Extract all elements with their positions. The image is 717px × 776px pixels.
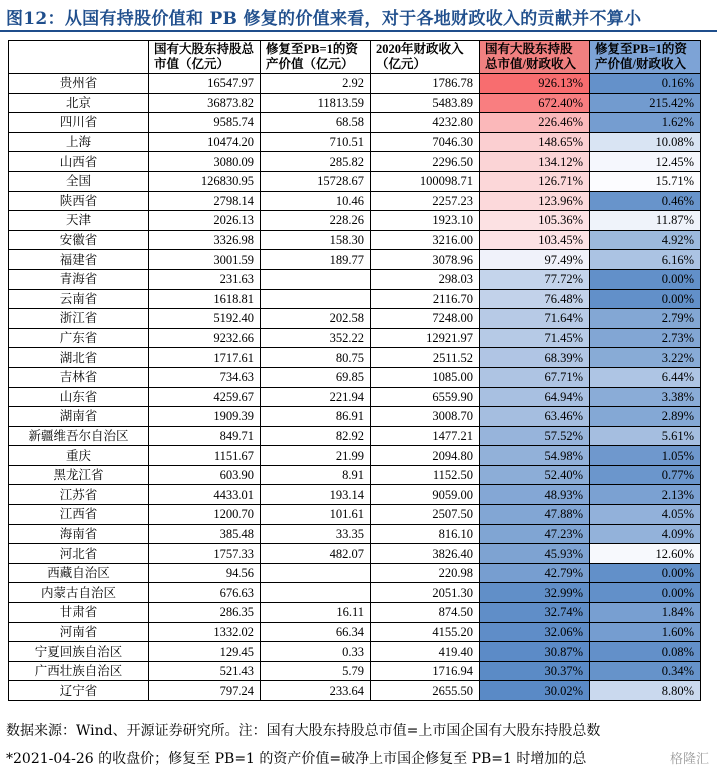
state-holding-value: 9585.74 <box>149 113 261 133</box>
fiscal-revenue: 874.50 <box>371 603 480 623</box>
pb-repair-value <box>261 289 371 309</box>
holding-to-revenue-ratio: 77.72% <box>480 269 590 289</box>
repair-to-revenue-ratio: 1.84% <box>590 603 701 623</box>
holding-to-revenue-ratio: 126.71% <box>480 171 590 191</box>
pb-repair-value: 10.46 <box>261 191 371 211</box>
pb-repair-value: 86.91 <box>261 407 371 427</box>
pb-repair-value: 8.91 <box>261 465 371 485</box>
state-holding-value: 1618.81 <box>149 289 261 309</box>
holding-to-revenue-ratio: 67.71% <box>480 367 590 387</box>
repair-to-revenue-ratio: 0.08% <box>590 642 701 662</box>
region-name: 浙江省 <box>9 309 149 329</box>
repair-to-revenue-ratio: 0.00% <box>590 269 701 289</box>
region-name: 四川省 <box>9 113 149 133</box>
state-holding-value: 4259.67 <box>149 387 261 407</box>
state-holding-value: 2798.14 <box>149 191 261 211</box>
state-holding-value: 3080.09 <box>149 152 261 172</box>
table-row <box>9 563 701 583</box>
holding-to-revenue-ratio: 57.52% <box>480 426 590 446</box>
holding-to-revenue-ratio: 97.49% <box>480 250 590 270</box>
region-name: 陕西省 <box>9 191 149 211</box>
table-row <box>9 603 701 623</box>
table-row <box>9 348 701 368</box>
fiscal-revenue: 3826.40 <box>371 544 480 564</box>
table-row <box>9 661 701 681</box>
state-holding-value: 1717.61 <box>149 348 261 368</box>
pb-repair-value: 5.79 <box>261 661 371 681</box>
holding-to-revenue-ratio: 226.46% <box>480 113 590 133</box>
repair-to-revenue-ratio: 0.34% <box>590 661 701 681</box>
data-table <box>8 40 701 701</box>
table-row <box>9 113 701 133</box>
state-holding-value: 1332.02 <box>149 622 261 642</box>
table-row <box>9 426 701 446</box>
pb-repair-value: 710.51 <box>261 132 371 152</box>
pb-repair-value: 233.64 <box>261 681 371 701</box>
pb-repair-value: 66.34 <box>261 622 371 642</box>
holding-to-revenue-ratio: 926.13% <box>480 74 590 94</box>
pb-repair-value: 158.30 <box>261 230 371 250</box>
table-row <box>9 465 701 485</box>
fiscal-revenue: 5483.89 <box>371 93 480 113</box>
repair-to-revenue-ratio: 12.60% <box>590 544 701 564</box>
repair-to-revenue-ratio: 2.73% <box>590 328 701 348</box>
region-name: 广西壮族自治区 <box>9 661 149 681</box>
holding-to-revenue-ratio: 30.87% <box>480 642 590 662</box>
region-name: 河南省 <box>9 622 149 642</box>
state-holding-value: 676.63 <box>149 583 261 603</box>
state-holding-value: 734.63 <box>149 367 261 387</box>
state-holding-value: 3001.59 <box>149 250 261 270</box>
pb-repair-value <box>261 269 371 289</box>
repair-to-revenue-ratio: 6.16% <box>590 250 701 270</box>
state-holding-value: 16547.97 <box>149 74 261 94</box>
table-row <box>9 250 701 270</box>
fiscal-revenue: 7046.30 <box>371 132 480 152</box>
holding-to-revenue-ratio: 30.02% <box>480 681 590 701</box>
pb-repair-value: 0.33 <box>261 642 371 662</box>
holding-to-revenue-ratio: 47.23% <box>480 524 590 544</box>
pb-repair-value: 193.14 <box>261 485 371 505</box>
repair-to-revenue-ratio: 4.05% <box>590 505 701 525</box>
table-body <box>9 74 701 701</box>
pb-repair-value: 21.99 <box>261 446 371 466</box>
fiscal-revenue: 1152.50 <box>371 465 480 485</box>
table-row <box>9 367 701 387</box>
fiscal-revenue: 220.98 <box>371 563 480 583</box>
state-holding-value: 94.56 <box>149 563 261 583</box>
holding-to-revenue-ratio: 68.39% <box>480 348 590 368</box>
repair-to-revenue-ratio: 8.80% <box>590 681 701 701</box>
header-cell: 2020年财政收入（亿元） <box>371 41 480 74</box>
region-name: 湖南省 <box>9 407 149 427</box>
region-name: 云南省 <box>9 289 149 309</box>
repair-to-revenue-ratio: 6.44% <box>590 367 701 387</box>
table-row <box>9 309 701 329</box>
table-row <box>9 446 701 466</box>
table-row <box>9 289 701 309</box>
repair-to-revenue-ratio: 2.89% <box>590 407 701 427</box>
region-name: 重庆 <box>9 446 149 466</box>
pb-repair-value: 82.92 <box>261 426 371 446</box>
fiscal-revenue: 2257.23 <box>371 191 480 211</box>
region-name: 湖北省 <box>9 348 149 368</box>
fiscal-revenue: 1716.94 <box>371 661 480 681</box>
fiscal-revenue: 1923.10 <box>371 211 480 231</box>
holding-to-revenue-ratio: 30.37% <box>480 661 590 681</box>
region-name: 北京 <box>9 93 149 113</box>
state-holding-value: 2026.13 <box>149 211 261 231</box>
table-row <box>9 171 701 191</box>
region-name: 江西省 <box>9 505 149 525</box>
region-name: 山东省 <box>9 387 149 407</box>
fiscal-revenue: 2511.52 <box>371 348 480 368</box>
fiscal-revenue: 12921.97 <box>371 328 480 348</box>
fiscal-revenue: 2116.70 <box>371 289 480 309</box>
state-holding-value: 286.35 <box>149 603 261 623</box>
holding-to-revenue-ratio: 48.93% <box>480 485 590 505</box>
state-holding-value: 231.63 <box>149 269 261 289</box>
region-name: 西藏自治区 <box>9 563 149 583</box>
table-row <box>9 544 701 564</box>
state-holding-value: 1200.70 <box>149 505 261 525</box>
holding-to-revenue-ratio: 45.93% <box>480 544 590 564</box>
pb-repair-value: 101.61 <box>261 505 371 525</box>
holding-to-revenue-ratio: 672.40% <box>480 93 590 113</box>
repair-to-revenue-ratio: 2.13% <box>590 485 701 505</box>
repair-to-revenue-ratio: 2.79% <box>590 309 701 329</box>
repair-to-revenue-ratio: 3.22% <box>590 348 701 368</box>
header-cell: 国有大股东持股总市值（亿元） <box>149 41 261 74</box>
holding-to-revenue-ratio: 71.64% <box>480 309 590 329</box>
pb-repair-value: 202.58 <box>261 309 371 329</box>
repair-to-revenue-ratio: 215.42% <box>590 93 701 113</box>
fiscal-revenue: 3078.96 <box>371 250 480 270</box>
state-holding-value: 1757.33 <box>149 544 261 564</box>
watermark-logo: 格隆汇 <box>668 748 711 767</box>
pb-repair-value: 68.58 <box>261 113 371 133</box>
repair-to-revenue-ratio: 5.61% <box>590 426 701 446</box>
repair-to-revenue-ratio: 0.16% <box>590 74 701 94</box>
header-row <box>9 41 701 74</box>
fiscal-revenue: 100098.71 <box>371 171 480 191</box>
fiscal-revenue: 2094.80 <box>371 446 480 466</box>
holding-to-revenue-ratio: 32.06% <box>480 622 590 642</box>
repair-to-revenue-ratio: 1.60% <box>590 622 701 642</box>
state-holding-value: 3326.98 <box>149 230 261 250</box>
header-cell <box>9 41 149 74</box>
fiscal-revenue: 2296.50 <box>371 152 480 172</box>
region-name: 黑龙江省 <box>9 465 149 485</box>
region-name: 吉林省 <box>9 367 149 387</box>
table-row <box>9 93 701 113</box>
fiscal-revenue: 9059.00 <box>371 485 480 505</box>
holding-to-revenue-ratio: 47.88% <box>480 505 590 525</box>
pb-repair-value: 69.85 <box>261 367 371 387</box>
state-holding-value: 797.24 <box>149 681 261 701</box>
source-footnote-continued: *2021-04-26 的收盘价；修复至 PB=1 的资产价值=破净上市国企修复至 PB=1 时增加的总 <box>6 751 587 767</box>
fiscal-revenue: 3008.70 <box>371 407 480 427</box>
table-row <box>9 524 701 544</box>
state-holding-value: 129.45 <box>149 642 261 662</box>
fiscal-revenue: 6559.90 <box>371 387 480 407</box>
pb-repair-value: 285.82 <box>261 152 371 172</box>
pb-repair-value: 11813.59 <box>261 93 371 113</box>
repair-to-revenue-ratio: 3.38% <box>590 387 701 407</box>
fiscal-revenue: 816.10 <box>371 524 480 544</box>
holding-to-revenue-ratio: 42.79% <box>480 563 590 583</box>
repair-to-revenue-ratio: 12.45% <box>590 152 701 172</box>
state-holding-value: 385.48 <box>149 524 261 544</box>
table-row <box>9 485 701 505</box>
pb-repair-value: 33.35 <box>261 524 371 544</box>
state-holding-value: 5192.40 <box>149 309 261 329</box>
pb-repair-value: 16.11 <box>261 603 371 623</box>
region-name: 上海 <box>9 132 149 152</box>
pb-repair-value <box>261 583 371 603</box>
repair-to-revenue-ratio: 0.00% <box>590 289 701 309</box>
holding-to-revenue-ratio: 134.12% <box>480 152 590 172</box>
fiscal-revenue: 1085.00 <box>371 367 480 387</box>
pb-repair-value: 15728.67 <box>261 171 371 191</box>
pb-repair-value: 482.07 <box>261 544 371 564</box>
repair-to-revenue-ratio: 0.00% <box>590 583 701 603</box>
fiscal-revenue: 2507.50 <box>371 505 480 525</box>
fiscal-revenue: 419.40 <box>371 642 480 662</box>
holding-to-revenue-ratio: 32.99% <box>480 583 590 603</box>
table-row <box>9 407 701 427</box>
region-name: 新疆维吾尔自治区 <box>9 426 149 446</box>
table-row <box>9 328 701 348</box>
title-bar <box>0 0 717 32</box>
table-row <box>9 191 701 211</box>
fiscal-revenue: 2051.30 <box>371 583 480 603</box>
repair-to-revenue-ratio: 11.87% <box>590 211 701 231</box>
fiscal-revenue: 7248.00 <box>371 309 480 329</box>
table-row <box>9 622 701 642</box>
region-name: 山西省 <box>9 152 149 172</box>
table-row <box>9 211 701 231</box>
state-holding-value: 521.43 <box>149 661 261 681</box>
region-name: 贵州省 <box>9 74 149 94</box>
table-row <box>9 230 701 250</box>
repair-to-revenue-ratio: 0.46% <box>590 191 701 211</box>
region-name: 甘肃省 <box>9 603 149 623</box>
header-cell: 修复至PB=1的资产价值（亿元） <box>261 41 371 74</box>
state-holding-value: 9232.66 <box>149 328 261 348</box>
repair-to-revenue-ratio: 4.92% <box>590 230 701 250</box>
holding-to-revenue-ratio: 64.94% <box>480 387 590 407</box>
table-row <box>9 269 701 289</box>
table-row <box>9 681 701 701</box>
state-holding-value: 126830.95 <box>149 171 261 191</box>
state-holding-value: 10474.20 <box>149 132 261 152</box>
state-holding-value: 603.90 <box>149 465 261 485</box>
holding-to-revenue-ratio: 52.40% <box>480 465 590 485</box>
region-name: 内蒙古自治区 <box>9 583 149 603</box>
region-name: 海南省 <box>9 524 149 544</box>
figure-title: 图12：从国有持股价值和 PB 修复的价值来看，对于各地财政收入的贡献并不算小 <box>6 9 642 29</box>
region-name: 天津 <box>9 211 149 231</box>
pb-repair-value: 2.92 <box>261 74 371 94</box>
table-row <box>9 132 701 152</box>
holding-to-revenue-ratio: 54.98% <box>480 446 590 466</box>
region-name: 全国 <box>9 171 149 191</box>
table-row <box>9 505 701 525</box>
pb-repair-value: 228.26 <box>261 211 371 231</box>
holding-to-revenue-ratio: 123.96% <box>480 191 590 211</box>
holding-to-revenue-ratio: 148.65% <box>480 132 590 152</box>
state-holding-value: 1909.39 <box>149 407 261 427</box>
region-name: 宁夏回族自治区 <box>9 642 149 662</box>
fiscal-revenue: 298.03 <box>371 269 480 289</box>
region-name: 辽宁省 <box>9 681 149 701</box>
fiscal-revenue: 4232.80 <box>371 113 480 133</box>
header-cell: 国有大股东持股总市值/财政收入 <box>480 41 590 74</box>
pb-repair-value <box>261 563 371 583</box>
region-name: 河北省 <box>9 544 149 564</box>
holding-to-revenue-ratio: 71.45% <box>480 328 590 348</box>
state-holding-value: 4433.01 <box>149 485 261 505</box>
pb-repair-value: 80.75 <box>261 348 371 368</box>
holding-to-revenue-ratio: 32.74% <box>480 603 590 623</box>
pb-repair-value: 221.94 <box>261 387 371 407</box>
fiscal-revenue: 1477.21 <box>371 426 480 446</box>
repair-to-revenue-ratio: 10.08% <box>590 132 701 152</box>
region-name: 福建省 <box>9 250 149 270</box>
table-row <box>9 74 701 94</box>
repair-to-revenue-ratio: 0.77% <box>590 465 701 485</box>
pb-repair-value: 189.77 <box>261 250 371 270</box>
state-holding-value: 36873.82 <box>149 93 261 113</box>
source-footnote: 数据来源：Wind、开源证券研究所。注：国有大股东持股总市值=上市国企国有大股东持股总数 <box>6 723 601 739</box>
state-holding-value: 849.71 <box>149 426 261 446</box>
header-cell: 修复至PB=1的资产价值/财政收入 <box>590 41 701 74</box>
pb-repair-value: 352.22 <box>261 328 371 348</box>
table-row <box>9 642 701 662</box>
table-row <box>9 583 701 603</box>
holding-to-revenue-ratio: 105.36% <box>480 211 590 231</box>
table-row <box>9 387 701 407</box>
repair-to-revenue-ratio: 4.09% <box>590 524 701 544</box>
state-holding-value: 1151.67 <box>149 446 261 466</box>
table-row <box>9 152 701 172</box>
repair-to-revenue-ratio: 0.00% <box>590 563 701 583</box>
repair-to-revenue-ratio: 1.62% <box>590 113 701 133</box>
holding-to-revenue-ratio: 63.46% <box>480 407 590 427</box>
region-name: 广东省 <box>9 328 149 348</box>
fiscal-revenue: 4155.20 <box>371 622 480 642</box>
repair-to-revenue-ratio: 15.71% <box>590 171 701 191</box>
holding-to-revenue-ratio: 103.45% <box>480 230 590 250</box>
region-name: 安徽省 <box>9 230 149 250</box>
fiscal-revenue: 3216.00 <box>371 230 480 250</box>
region-name: 青海省 <box>9 269 149 289</box>
fiscal-revenue: 1786.78 <box>371 74 480 94</box>
fiscal-revenue: 2655.50 <box>371 681 480 701</box>
region-name: 江苏省 <box>9 485 149 505</box>
holding-to-revenue-ratio: 76.48% <box>480 289 590 309</box>
repair-to-revenue-ratio: 1.05% <box>590 446 701 466</box>
